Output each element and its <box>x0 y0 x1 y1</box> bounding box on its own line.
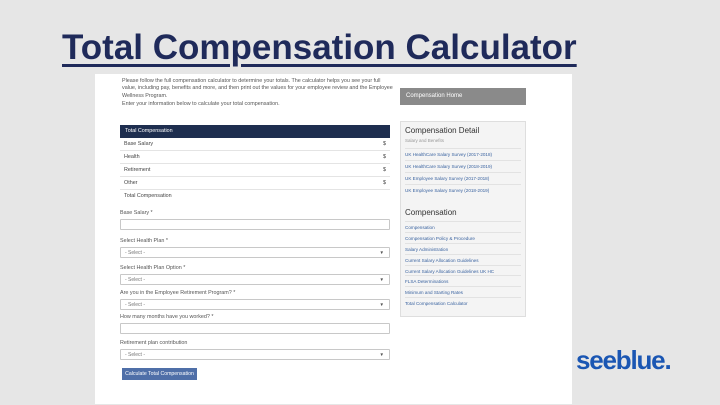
row-label: Retirement <box>124 167 151 173</box>
sidebar-link[interactable]: UK HealthCare Salary Survey (2017-2018) <box>405 148 521 160</box>
table-row <box>120 151 390 164</box>
sidebar-link[interactable]: Current Salary Allocation Guidelines <box>405 254 521 265</box>
row-value: $ <box>383 180 386 186</box>
panel-subtitle: Salary and Benefits <box>405 138 445 143</box>
chevron-down-icon: ▼ <box>379 302 384 307</box>
sidebar-link[interactable]: UK Employee Salary Survey (2018-2019) <box>405 184 521 196</box>
sidebar-link[interactable]: Total Compensation Calculator <box>405 297 521 308</box>
sidebar-panel <box>400 121 526 317</box>
compensation-table <box>120 125 390 203</box>
sidebar-link[interactable]: Salary Administration <box>405 243 521 254</box>
base-salary-input[interactable] <box>120 219 390 230</box>
retirement-program-field <box>120 290 390 310</box>
health-plan-option-field <box>120 265 390 285</box>
table-header: Total Compensation <box>120 125 390 138</box>
table-total: Total Compensation <box>124 193 172 199</box>
row-label: Base Salary <box>124 141 154 147</box>
sidebar-link[interactable]: Compensation Policy & Procedure <box>405 232 521 243</box>
intro-instruction: Enter your information below to calculate your total compensation. <box>122 101 280 108</box>
select-value: - Select - <box>125 352 146 358</box>
months-worked-field <box>120 314 390 334</box>
retirement-contribution-select[interactable] <box>120 349 390 360</box>
field-label: Select Health Plan Option * <box>120 265 186 271</box>
row-label: Other <box>124 180 138 186</box>
select-value: - Select - <box>125 302 146 308</box>
field-label: Select Health Plan * <box>120 238 168 244</box>
health-plan-option-select[interactable] <box>120 274 390 285</box>
table-row <box>120 138 390 151</box>
sidebar-link[interactable]: Compensation <box>405 221 521 232</box>
compensation-home-link[interactable]: Compensation Home <box>400 88 526 105</box>
chevron-down-icon: ▼ <box>379 352 384 357</box>
intro-line: Please follow the full compensation calculator to determine your totals. The calculator helps you <box>122 78 350 84</box>
field-label: How many months have you worked? * <box>120 314 214 320</box>
intro-line: see your full value, including pay, benefits and more, and then print out the values for your <box>122 78 381 92</box>
row-value: $ <box>383 154 386 160</box>
logo-text: seeblue <box>576 345 665 375</box>
chevron-down-icon: ▼ <box>379 250 384 255</box>
health-plan-select[interactable] <box>120 247 390 258</box>
calculate-button[interactable]: Calculate Total Compensation <box>122 368 197 380</box>
row-label: Health <box>124 154 140 160</box>
slide-title: Total Compensation Calculator <box>62 28 577 67</box>
sidebar-link[interactable]: UK HealthCare Salary Survey (2018-2019) <box>405 160 521 172</box>
health-plan-field <box>120 238 390 258</box>
sidebar-link[interactable]: Current Salary Allocation Guidelines UK HC <box>405 265 521 276</box>
sidebar-link[interactable]: FLSA Determinations <box>405 275 521 286</box>
intro-line: employee review and the Employee Wellness Program. <box>122 85 393 99</box>
field-label: Are you in the Employee Retirement Program? * <box>120 290 236 296</box>
logo-mark: . <box>664 345 671 375</box>
table-row <box>120 177 390 190</box>
chevron-down-icon: ▼ <box>379 277 384 282</box>
intro-text <box>122 78 394 109</box>
sidebar-link[interactable]: Minimum and Starting Rates <box>405 286 521 297</box>
section-title: Compensation <box>405 208 457 217</box>
table-row <box>120 164 390 177</box>
row-value: $ <box>383 167 386 173</box>
row-value: $ <box>383 141 386 147</box>
field-label: Base Salary * <box>120 210 153 216</box>
select-value: - Select - <box>125 277 146 283</box>
calculator-screenshot <box>95 74 572 404</box>
base-salary-field <box>120 210 390 230</box>
months-worked-input[interactable] <box>120 323 390 334</box>
retirement-program-select[interactable] <box>120 299 390 310</box>
panel-title: Compensation Detail <box>405 126 480 135</box>
retirement-contribution-field <box>120 340 390 360</box>
select-value: - Select - <box>125 250 146 256</box>
sidebar-link[interactable]: UK Employee Salary Survey (2017-2018) <box>405 172 521 184</box>
field-label: Retirement plan contribution <box>120 340 188 346</box>
seeblue-logo <box>576 345 670 376</box>
